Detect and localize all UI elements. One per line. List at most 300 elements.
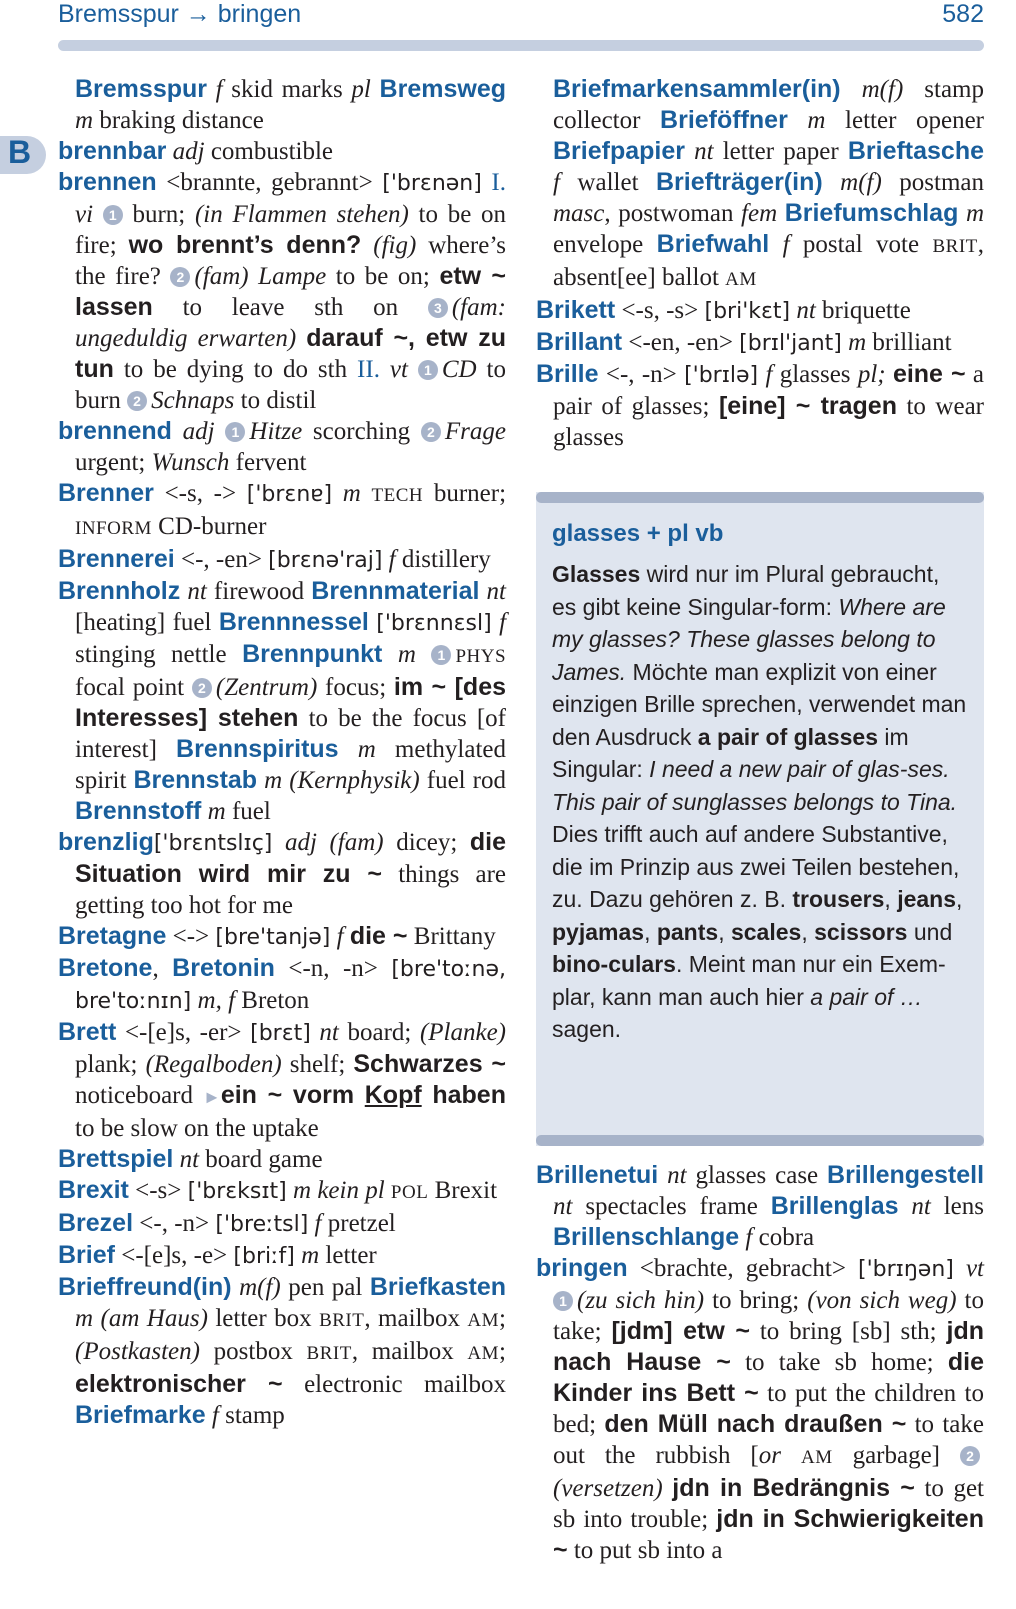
translation: a pair of glasses; [553,361,984,420]
gloss: (in Flammen stehen) [194,201,409,228]
headword: Brennstab [133,766,258,794]
sense-number-icon: 2 [170,267,190,287]
sense-number-icon: 3 [428,298,448,318]
phrase: im ~ [des Interesses] stehen [75,673,506,732]
translation: , mailbox [351,1338,468,1365]
phrase: elektronischer ~ [75,1370,283,1398]
pronunciation: ['brɛnən] [382,171,482,196]
gloss: fem [741,200,778,227]
translation: to be on; [326,263,440,290]
pronunciation: ['breːtsl] [215,1212,309,1237]
phrase: etw ~ lassen [75,262,506,321]
usage-note-bottom-rule [536,1135,984,1146]
translation: urgent; [75,449,152,476]
entry-brillenetui [536,1160,984,1253]
gloss: Hitze [249,418,303,445]
note-text: im Singular: [552,723,909,782]
pronunciation: [briːf] [233,1244,295,1269]
gloss: (Zentrum) [215,674,318,701]
headword: bringen [536,1254,628,1282]
headword: Brenner [58,479,154,507]
entry-brieffreund [58,1272,506,1431]
gender: f [388,546,396,573]
gloss: Wunsch [151,449,230,476]
translation: to take; [553,1287,984,1345]
inflection: <-> [166,923,216,950]
domain-label: TECH [371,485,424,506]
translation: to burn [75,356,506,414]
translation: pretzel [321,1210,396,1237]
usage-note-title: glasses + pl vb [552,520,724,547]
headword: Briefpapier [553,137,685,165]
translation: to wear glasses [553,393,984,451]
gloss: (versetzen) [553,1475,663,1502]
entry-brenzlig [58,827,506,921]
gender: f [336,923,344,950]
gender: m [397,641,416,668]
inflection: <-s, -s> [615,297,705,324]
translation: postman [881,169,985,196]
pronunciation: ['brɛnɐ] [246,482,333,507]
headword: Briefmarkensammler(in) [553,75,841,103]
translation: focus; [317,674,394,701]
entry-brief [58,1240,506,1272]
sense-number-icon: 1 [103,205,123,225]
translation: focal point [75,674,192,701]
gender: f [553,169,560,196]
entry-brenner [58,478,506,544]
headword: Briefkasten [369,1273,507,1301]
headword: Brieftasche [847,137,985,165]
pronunciation: ['brɪŋən] [858,1257,954,1282]
gender: f [782,231,790,258]
translation: methylated spirit [75,736,506,794]
translation: things are getting too hot for me [75,861,506,919]
phrase: jdn in Bedrängnis ~ [672,1474,915,1502]
entry-brennend [58,416,506,478]
headword: brennbar [58,137,167,165]
gloss: (fam) [329,829,384,856]
sense-number-icon: 1 [418,360,438,380]
translation: fuel [225,798,271,825]
domain-label: AM [800,1447,833,1468]
note-text: , [718,918,731,945]
inflection: <-, -n> [133,1210,216,1237]
phrase: Schwarzes ~ [353,1050,506,1078]
sense-number-icon: 2 [421,422,441,442]
entry-brille [536,359,984,453]
part-of-speech: vi [75,201,94,228]
gloss: (fam) Lampe [194,263,327,290]
inflection: <-en, -en> [622,329,740,356]
headword: Brennmaterial [311,577,480,605]
translation: spectacles frame [572,1193,771,1220]
gender: m [357,736,376,763]
sense-number-icon: 2 [127,391,147,411]
gender: nt [694,138,714,165]
entry-bretagne [58,921,506,953]
phrase: jdn in Schwierigkeiten ~ [553,1505,984,1564]
entry-brezel [58,1208,506,1240]
page-number: 582 [942,0,984,28]
headword: Bretagne [58,922,167,950]
translation: board; [338,1019,420,1046]
entry-brillant [536,327,984,359]
note-text: wird nur im Plural gebraucht, es gibt keine Singular-form: [552,561,940,620]
translation: to be dying to do sth [113,356,358,383]
headword: Brillant [536,328,623,356]
gender: m [807,107,826,134]
translation: briquette [815,297,911,324]
pronunciation: [bri'kɛt] [704,299,791,324]
domain-label: BRIT [319,1310,365,1331]
cross-reference-arrow-icon: ► [203,1087,221,1107]
headword: brennend [58,417,172,445]
pronunciation: [brɪl'jant] [739,331,842,356]
phrase-keyword: Kopf [364,1081,422,1109]
gloss: Schnaps [151,387,235,414]
phrase: die ~ [349,922,408,950]
translation: Brexit [428,1177,498,1204]
translation: electronic mailbox [282,1371,506,1398]
headword: Brieföffner [660,106,788,134]
pronunciation: ['brɛnnɛsl] [376,611,492,636]
gender: m [848,329,867,356]
domain-label: BRIT [932,236,978,257]
headword: Briefträger(in) [655,168,823,196]
gender: m(f) [239,1274,281,1301]
translation: , postwoman [604,200,742,227]
translation: ; [499,1338,506,1365]
right-column-bottom [536,1160,984,1566]
entry-bremsspur [58,74,506,136]
translation: to take sb home; [730,1349,948,1376]
pronunciation: ['brɛksɪt] [187,1179,287,1204]
gender: nt [486,578,506,605]
inflection: <brachte, gebracht> [627,1255,859,1282]
translation: letter box [207,1305,320,1332]
translation: where’s the fire? [75,232,506,290]
gender: nt [179,1146,200,1173]
entry-brennholz [58,576,506,827]
translation: plank; [75,1051,146,1078]
translation: to put the children to bed; [553,1380,984,1438]
inflection: <-s> [128,1177,188,1204]
domain-label: AM [467,1310,500,1331]
inflection: <-[e]s, -e> [114,1242,234,1269]
translation: scorching [302,418,421,445]
example: a pair of … [810,983,923,1010]
entry-brennerei [58,544,506,576]
headword: Brennstoff [75,797,202,825]
gender: nt [911,1193,931,1220]
number-label: pl; [857,361,886,388]
gloss: masc [553,200,605,227]
gender: f [499,609,507,636]
headword: Brillengestell [827,1161,985,1189]
gender: m [264,767,283,794]
usage-note-text [552,558,968,1046]
headword: Brennerei [58,545,175,573]
translation: postal vote [789,231,933,258]
gender: m(f) [861,76,904,103]
translation: to be on fire; [75,201,507,259]
keyword: scissors [814,918,908,945]
translation: CD-burner [151,513,267,540]
gloss: (Planke) [419,1019,506,1046]
headword: Brieffreund(in) [58,1273,232,1301]
translation: to be slow on the uptake [75,1115,319,1142]
translation: to put sb into a [567,1537,723,1564]
translation: fuel rod [419,767,506,794]
phrase: wo brennt’s denn? [128,231,362,259]
gloss: Frage [444,418,506,445]
entry-bringen [536,1253,984,1566]
translation: skid marks [222,76,352,103]
gender: f [211,1402,219,1429]
separator: , [152,955,173,982]
entry-bretone [58,953,506,1017]
translation: stamp collector [553,76,984,134]
gender: m, f [197,987,236,1014]
translation: fervent [229,449,307,476]
translation: burn; [122,201,195,228]
gender: m [75,1305,94,1332]
translation: braking distance [93,107,264,134]
part-of-speech: adj [284,829,317,856]
domain-label: INFORM [75,518,152,539]
gloss: (fig) [373,232,417,259]
translation: [heating] fuel [75,609,219,636]
translation: letter opener [825,107,984,134]
translation: lens [930,1193,985,1220]
part-of-speech: vt [965,1255,984,1282]
headword: Brexit [58,1176,129,1204]
translation: shelf; [281,1051,354,1078]
phrase: ein ~ vorm [220,1081,365,1109]
gender: f [765,361,773,388]
gender: nt [796,297,816,324]
note-text: , [801,918,815,945]
translation: stamp [218,1402,285,1429]
translation: to take out the rubbish [ [553,1411,984,1469]
domain-label: AM [725,269,757,290]
translation: to get sb into trouble; [553,1475,984,1533]
note-text: Dies trifft auch auf andere Substantive, die im Prinzip aus zwei Teilen bestehen, zu. Dazu gehören z. B. [552,821,960,912]
headword: Brief [58,1241,115,1269]
note-text: , [956,886,963,912]
note-text: . Meint man nur ein Exem-plar, kann man auch hier [552,951,946,1010]
translation: garbage] [832,1442,960,1469]
note-text: , [884,886,898,912]
note-text: , [644,918,657,945]
gloss: (am Haus) [100,1305,208,1332]
phrase: eine ~ [892,360,966,388]
headword: Briefumschlag [784,199,959,227]
phrase: jdn nach Hause ~ [553,1317,984,1376]
gender: m [342,480,361,507]
translation: brilliant [866,329,952,356]
translation: to bring; [704,1287,808,1314]
inflection: <-[e]s, -er> [116,1019,251,1046]
example: Where are my glasses? These glasses belong to James. [552,593,946,685]
entry-brexit [58,1175,506,1208]
keyword: scales [730,918,802,945]
translation: Brittany [407,923,496,950]
header-rule [58,40,984,51]
gender: nt [553,1193,573,1220]
headword: Bretonin [172,954,275,982]
translation: noticeboard [75,1082,203,1109]
translation: burner; [423,480,507,507]
sense-number-icon: 2 [960,1446,980,1466]
translation: cobra [752,1224,815,1251]
sense-group: II. [357,356,380,383]
sense-number-icon: 1 [225,422,245,442]
gender: nt [319,1019,339,1046]
pronunciation: [bre'toːnə, bre'toːnɪn] [75,957,506,1014]
headword: Brennspiritus [176,735,339,763]
keyword: pyjamas [552,918,645,945]
phrase: [eine] ~ tragen [718,392,897,420]
translation: postbox [199,1338,307,1365]
headword: Bremsspur [75,75,207,103]
number-label: pl [351,76,371,103]
translation: Breton [235,987,310,1014]
headword: Brillenglas [770,1192,899,1220]
inflection: <-s, -> [153,480,247,507]
headword: Bremsweg [379,75,506,103]
gloss: or [758,1442,781,1469]
headword: Briefwahl [656,230,770,258]
entry-briefmarkensammler [536,74,984,295]
headword: brenzlig [58,828,154,856]
translation: letter paper [713,138,848,165]
gender: f [215,76,223,103]
domain-label: AM [467,1343,500,1364]
headword: brennen [58,168,157,196]
translation: dicey; [383,829,470,856]
left-column [58,74,506,1431]
gloss: (von sich weg) [807,1287,957,1314]
phrase: darauf ~, etw zu tun [75,324,507,383]
keyword: jeans [897,886,957,912]
translation: distillery [395,546,491,573]
section-letter: B [8,134,32,170]
phrase: die Kinder ins Bett ~ [553,1348,984,1407]
gender: m [293,1177,312,1204]
headword: Brikett [536,296,616,324]
gloss: (Postkasten) [75,1338,200,1365]
gender: nt [187,578,207,605]
translation: envelope [553,231,657,258]
sense-number-icon: 2 [192,678,212,698]
gloss: (Regalboden) [145,1051,282,1078]
translation: wallet [559,169,656,196]
gender: f [314,1210,322,1237]
entry-brikett [536,295,984,327]
translation: , mailbox [364,1305,468,1332]
gloss: (fam: ungeduldig erwarten) [75,294,506,352]
pronunciation: ['brɪlə] [684,363,759,388]
running-header [58,0,984,30]
phrase: den Müll nach draußen ~ [604,1410,907,1438]
phrase: haben [421,1081,506,1109]
gloss: (zu sich hin) [577,1287,705,1314]
running-head: Bremsspur → bringen [58,0,302,28]
entry-brennen [58,167,506,416]
translation: to leave sth on [152,294,428,321]
gender: m [75,107,94,134]
domain-label: POL [390,1182,429,1203]
inflection: <-, -n> [598,361,685,388]
translation: firewood [206,578,312,605]
inflection: <-, -en> [174,546,269,573]
sense-group: I. [491,169,506,196]
gender: m [301,1242,320,1269]
entry-brettspiel [58,1144,506,1175]
entry-brett [58,1017,506,1144]
sense-number-icon: 1 [431,645,451,665]
gloss: kein pl [317,1177,385,1204]
headword: Brillenetui [536,1161,659,1189]
translation: letter [319,1242,377,1269]
pronunciation: [brɛt] [250,1021,311,1046]
keyword: bino-culars [552,951,676,977]
headword: Bretone [58,954,153,982]
headword: Brett [58,1018,117,1046]
translation: , absent[ee] ballot [553,231,985,291]
headword: Brennpunkt [242,640,383,668]
inflection: <-n, -n> [274,955,392,982]
translation: glasses case [686,1162,828,1189]
gender: f [745,1224,753,1251]
note-text: und [907,918,953,945]
headword: Brennnessel [218,608,369,636]
inflection: <brannte, gebrannt> [166,169,373,196]
translation: to distil [234,387,317,414]
translation: board game [199,1146,323,1173]
translation: to bring [sb] sth; [749,1318,947,1345]
keyword: pants [656,918,719,945]
gender: m [965,200,984,227]
sense-number-icon: 1 [553,1291,573,1311]
part-of-speech: adj [172,138,205,165]
keyword: trousers [792,886,885,912]
headword: Brennholz [58,577,181,605]
gender: m [207,798,226,825]
gloss: CD [441,356,477,383]
headword: Brezel [58,1209,134,1237]
keyword: Glasses [552,561,641,587]
gender: nt [667,1162,687,1189]
domain-label: PHYS [455,646,507,667]
translation: glasses [772,361,858,388]
usage-note-top-rule [536,492,984,503]
domain-label: BRIT [306,1343,352,1364]
pronunciation: [bre'tanjə] [215,925,331,950]
part-of-speech: vt [389,356,408,383]
headword: Brillenschlange [553,1223,740,1251]
translation: pen pal [280,1274,370,1301]
note-text: sagen. [552,1016,622,1042]
phrase: die Situation wird mir zu ~ [75,828,506,888]
part-of-speech: adj [182,418,215,445]
translation: ; [499,1305,506,1332]
translation: stinging nettle [75,641,243,668]
entry-brennbar [58,136,506,167]
pronunciation: ['brɛntslɪç] [153,831,273,856]
